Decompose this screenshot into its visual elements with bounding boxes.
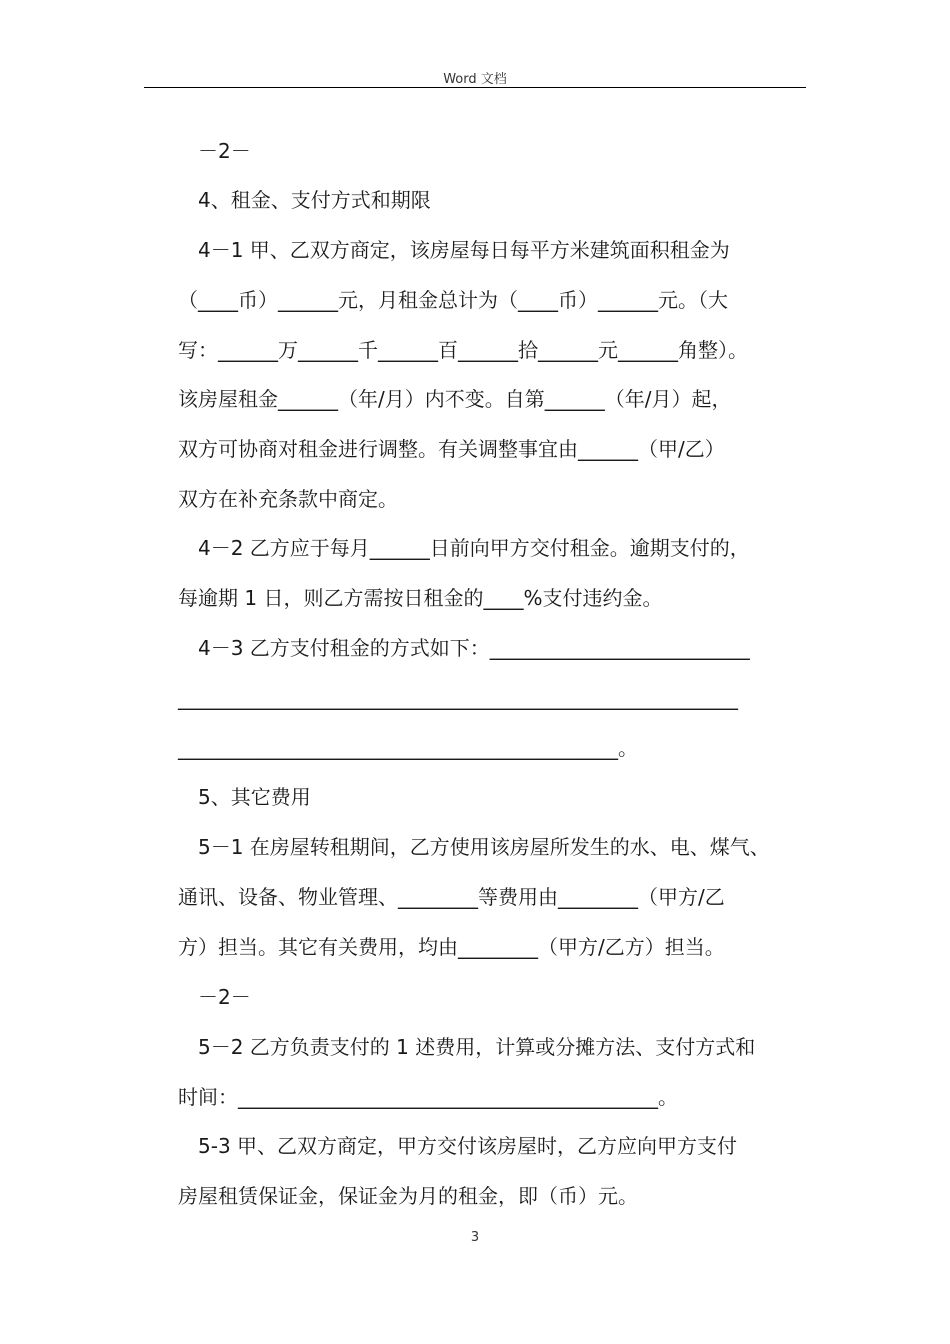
header-divider (144, 87, 806, 88)
text-line: 时间：__________________________________________。 (178, 1085, 678, 1109)
page-marker: －2－ (198, 985, 251, 1009)
page-header: Word 文档 (443, 72, 507, 87)
text-line: 写：______万______千______百______拾______元______角整）。 (178, 338, 748, 362)
page-marker: －2－ (198, 139, 251, 163)
text-line: 4－1 甲、乙双方商定，该房屋每日每平方米建筑面积租金为 (198, 238, 730, 262)
text-line: 每逾期 1 日，则乙方需按日租金的____%支付违约金。 (178, 586, 663, 610)
section-heading: 4、租金、支付方式和期限 (198, 188, 431, 212)
text-line: ________________________________________________________ (178, 686, 738, 710)
text-line: 通讯、设备、物业管理、________等费用由________（甲方/乙 (178, 885, 725, 909)
text-line: 房屋租赁保证金，保证金为月的租金，即（币）元。 (178, 1184, 638, 1208)
text-line: ____________________________________________。 (178, 736, 638, 760)
page-number: 3 (470, 1230, 480, 1245)
text-line: 该房屋租金______（年/月）内不变。自第______（年/月）起， (178, 387, 732, 411)
text-line: （____币）______元，月租金总计为（____币）______元。（大 (178, 288, 728, 312)
text-line: 4－2 乙方应于每月______日前向甲方交付租金。逾期支付的， (198, 536, 750, 560)
text-line: 5－1 在房屋转租期间，乙方使用该房屋所发生的水、电、煤气、 (198, 835, 770, 859)
text-line: 双方可协商对租金进行调整。有关调整事宜由______（甲/乙） (178, 437, 725, 461)
text-line: 5－2 乙方负责支付的 1 述费用，计算或分摊方法、支付方式和 (198, 1035, 756, 1059)
text-line: 4－3 乙方支付租金的方式如下：__________________________ (198, 636, 750, 660)
text-line: 5-3 甲、乙双方商定，甲方交付该房屋时，乙方应向甲方支付 (198, 1134, 738, 1158)
text-line: 方）担当。其它有关费用，均由________（甲方/乙方）担当。 (178, 935, 725, 959)
section-heading: 5、其它费用 (198, 785, 311, 809)
text-line: 双方在补充条款中商定。 (178, 487, 398, 511)
